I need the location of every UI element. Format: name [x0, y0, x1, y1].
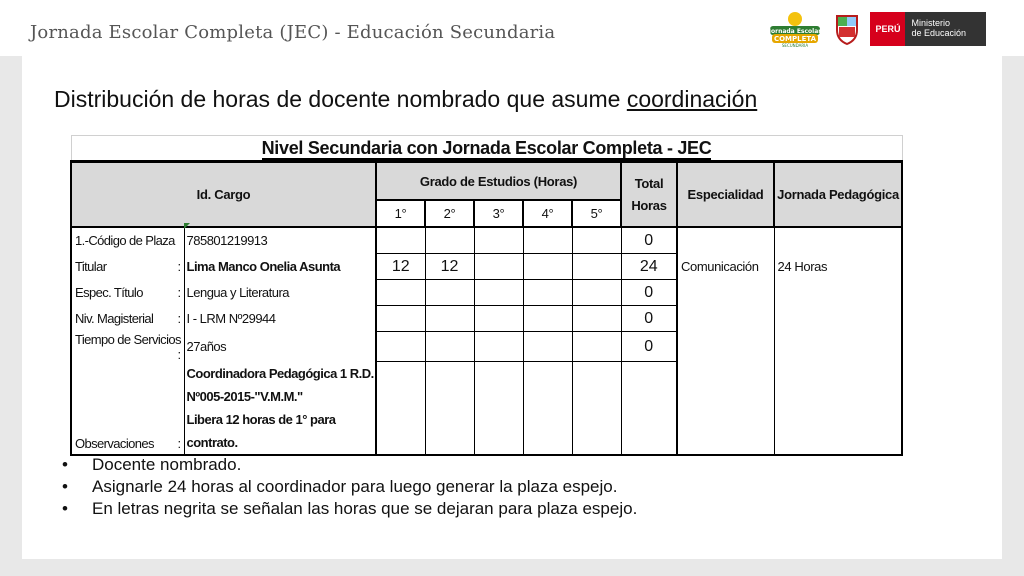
especialidad-cell	[677, 332, 774, 362]
list-item	[62, 454, 637, 476]
header-grade-5: 5°	[572, 200, 621, 227]
slide	[22, 56, 1002, 559]
grade-cell	[474, 306, 523, 332]
bullet-list	[62, 454, 637, 520]
header-id-cargo: Id. Cargo	[71, 162, 376, 228]
header-bar	[0, 0, 1024, 56]
grade-cell	[425, 280, 474, 306]
grade-cell	[474, 280, 523, 306]
row-value: Lengua y Literatura	[184, 280, 376, 306]
header-grade-2: 2°	[425, 200, 474, 227]
table-caption	[71, 136, 902, 162]
jec-logo-icon	[766, 10, 824, 48]
title-underlined: coordinación	[626, 86, 758, 112]
grade-cell	[572, 227, 621, 254]
svg-text:SECUNDARIA: SECUNDARIA	[782, 43, 809, 48]
row-value: Lima Manco Onelia Asunta	[184, 254, 376, 280]
row-label: 1.-Código de Plaza	[71, 227, 184, 254]
grade-cell	[425, 306, 474, 332]
grade-cell	[523, 280, 572, 306]
jornada-cell	[774, 280, 902, 306]
grade-cell	[572, 280, 621, 306]
header-title: Jornada Escolar Completa (JEC) - Educación Secundaria	[30, 22, 556, 43]
table-row	[71, 306, 902, 332]
list-item	[62, 498, 637, 520]
row-label: Espec. Título :	[71, 280, 184, 306]
grade-cell	[425, 362, 474, 455]
bullet-text: Asignarle 24 horas al coordinador para luego generar la plaza espejo.	[92, 477, 618, 496]
grade-cell	[474, 254, 523, 280]
bullet-icon: •	[62, 499, 68, 518]
row-label: Niv. Magisterial :	[71, 306, 184, 332]
obs-line4: contrato.	[186, 434, 238, 450]
total-cell: 0	[621, 332, 677, 362]
grade-cell	[474, 362, 523, 455]
grade-cell: 12	[376, 254, 425, 280]
peru-shield-icon	[834, 12, 860, 46]
grade-cell	[572, 254, 621, 280]
especialidad-cell	[677, 306, 774, 332]
grade-cell	[425, 332, 474, 362]
grade-cell	[523, 227, 572, 254]
table-row	[71, 254, 902, 280]
grade-cell	[474, 227, 523, 254]
bullet-icon: •	[62, 455, 68, 474]
total-cell: 24	[621, 254, 677, 280]
ministry-line2: de Educación	[911, 28, 966, 38]
list-item	[62, 476, 637, 498]
total-cell: 0	[621, 306, 677, 332]
ministry-line1: Ministerio	[911, 18, 950, 28]
grade-cell	[523, 332, 572, 362]
total-cell: 0	[621, 280, 677, 306]
table-row	[71, 280, 902, 306]
especialidad-cell	[677, 362, 774, 455]
svg-text:COMPLETA: COMPLETA	[774, 35, 817, 43]
hours-table	[70, 135, 903, 456]
ministry-label	[905, 12, 986, 46]
grade-cell	[572, 332, 621, 362]
grade-cell: 12	[425, 254, 474, 280]
cell-comment-marker-icon	[184, 223, 190, 229]
slide-title	[54, 86, 757, 113]
bullet-text: Docente nombrado.	[92, 455, 242, 474]
table-row-observaciones	[71, 362, 902, 455]
bullet-icon: •	[62, 477, 68, 496]
header-grado: Grado de Estudios (Horas)	[376, 162, 621, 201]
header-grade-1: 1°	[376, 200, 425, 227]
especialidad-cell: Comunicación	[677, 254, 774, 280]
row-label: Titular :	[71, 254, 184, 280]
jornada-cell: 24 Horas	[774, 254, 902, 280]
observaciones-value	[184, 362, 376, 455]
header-total: Total Horas	[621, 162, 677, 228]
svg-text:Jornada Escolar: Jornada Escolar	[769, 28, 822, 35]
header-jornada: Jornada Pedagógica	[774, 162, 902, 228]
grade-cell	[376, 362, 425, 455]
jornada-cell	[774, 362, 902, 455]
row-value: I - LRM Nº29944	[184, 306, 376, 332]
hours-table-wrapper	[70, 135, 901, 456]
obs-line2: Nº005-2015-"V.M.M."	[186, 388, 303, 404]
grade-cell	[523, 362, 572, 455]
caption-text: Nivel Secundaria con Jornada Escolar Completa - JEC	[261, 137, 712, 158]
grade-cell	[474, 332, 523, 362]
especialidad-cell	[677, 227, 774, 254]
total-cell	[621, 362, 677, 455]
row-value: 785801219913	[184, 227, 376, 254]
observaciones-label: Observaciones :	[71, 362, 184, 455]
jornada-cell	[774, 227, 902, 254]
grade-cell	[376, 227, 425, 254]
obs-line3: Libera 12 horas de 1° para	[186, 411, 336, 427]
table-row	[71, 227, 902, 254]
row-value: 27años	[184, 332, 376, 362]
grade-cell	[523, 306, 572, 332]
peru-label: PERÚ	[870, 12, 905, 46]
bullet-text: En letras negrita se señalan las horas que se dejaran para plaza espejo.	[92, 499, 638, 518]
grade-cell	[376, 332, 425, 362]
header-especialidad: Especialidad	[677, 162, 774, 228]
grade-cell	[572, 306, 621, 332]
ministry-logo	[870, 12, 986, 46]
table-row	[71, 332, 902, 362]
grade-cell	[376, 306, 425, 332]
jornada-cell	[774, 306, 902, 332]
grade-cell	[425, 227, 474, 254]
header-grade-3: 3°	[474, 200, 523, 227]
title-prefix: Distribución de horas de docente nombrado que asume	[54, 86, 627, 112]
total-cell: 0	[621, 227, 677, 254]
header-grade-4: 4°	[523, 200, 572, 227]
jornada-cell	[774, 332, 902, 362]
grade-cell	[523, 254, 572, 280]
obs-line1: Coordinadora Pedagógica 1 R.D.	[186, 365, 374, 381]
logos	[766, 10, 986, 48]
especialidad-cell	[677, 280, 774, 306]
row-label: Tiempo de Servicios :	[71, 332, 184, 362]
grade-cell	[572, 362, 621, 455]
grade-cell	[376, 280, 425, 306]
